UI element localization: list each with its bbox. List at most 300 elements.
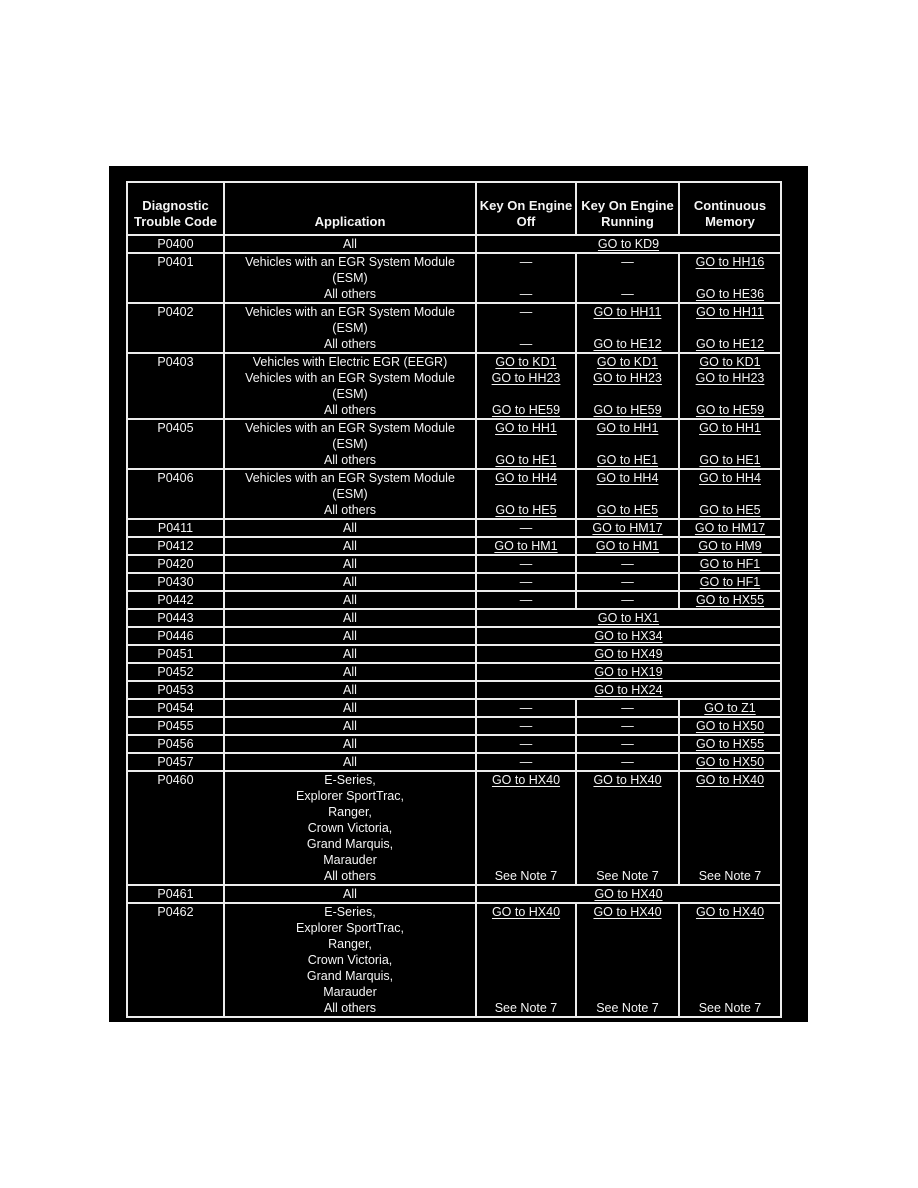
go-to-ref: GO to HX50: [695, 755, 765, 769]
dash: —: [519, 305, 533, 319]
cell-line: [477, 952, 575, 968]
cell-line: [477, 1000, 575, 1016]
cell-line: [477, 574, 575, 590]
cell-line: [225, 904, 475, 920]
cell-line: [477, 470, 575, 486]
go-to-ref: GO to HX40: [593, 905, 662, 919]
dtc-code: P0446: [157, 629, 194, 643]
cell-line: [225, 402, 475, 418]
table-row: [127, 681, 781, 699]
text-line: All: [343, 755, 357, 769]
dtc-code-cell: [127, 353, 224, 419]
cell-line: [577, 952, 678, 968]
application-cell: [224, 353, 476, 419]
cell-line: [477, 592, 575, 608]
text-line: All: [343, 521, 357, 535]
application-cell: [224, 645, 476, 663]
go-to-ref: GO to HM1: [595, 539, 660, 553]
cell-line: [225, 682, 475, 698]
cell-line: [577, 920, 678, 936]
cell-line: [680, 852, 780, 868]
go-to-ref: GO to HF1: [699, 557, 761, 571]
go-to-ref: GO to Z1: [704, 701, 756, 715]
cell-line: [477, 804, 575, 820]
koeo-cell: [476, 753, 576, 771]
go-to-ref: GO to HE5: [596, 503, 659, 517]
go-to-ref: GO to HH1: [699, 421, 761, 435]
go-to-ref: GO to HX40: [593, 773, 662, 787]
dash: —: [621, 755, 634, 769]
text-line: All: [343, 557, 357, 571]
cell-line: [577, 772, 678, 788]
cell-line: [680, 538, 780, 554]
merged-result-cell: [476, 885, 781, 903]
cell-line: [577, 936, 678, 952]
merged-result-cell: [476, 235, 781, 253]
table-header: [127, 182, 781, 235]
koeo-cell: [476, 419, 576, 469]
dtc-code-cell: [127, 663, 224, 681]
koer-cell: [576, 253, 679, 303]
cell-line: [225, 886, 475, 902]
go-to-ref: GO to HH23: [491, 371, 561, 385]
dtc-code: P0452: [157, 665, 194, 679]
dtc-code: P0420: [157, 557, 194, 571]
text-line: E-Series,: [324, 773, 376, 787]
cell-line: [577, 402, 678, 418]
cell-line: [680, 286, 780, 302]
table-row: [127, 753, 781, 771]
go-to-ref: GO to HX50: [695, 719, 765, 733]
koer-cell: [576, 303, 679, 353]
header-continuous-memory: [679, 182, 781, 235]
dash: —: [621, 719, 634, 733]
cell-line: [477, 820, 575, 836]
go-to-ref: GO to HX55: [695, 737, 765, 751]
dash: —: [519, 337, 533, 351]
cell-line: [477, 968, 575, 984]
text-line: All others: [323, 287, 377, 301]
cell-line: [577, 286, 678, 302]
dtc-code: P0405: [157, 421, 194, 435]
text-line: (ESM): [332, 437, 368, 451]
table-row: [127, 609, 781, 627]
dtc-code-cell: [127, 609, 224, 627]
text-line: Grand Marquis,: [306, 969, 394, 983]
cm-cell: [679, 591, 781, 609]
text-line: Explorer SportTrac,: [296, 789, 404, 803]
cell-line: [225, 936, 475, 952]
dtc-code-cell: [127, 573, 224, 591]
cell-line: [477, 520, 575, 536]
cm-cell: [679, 753, 781, 771]
cell-line: [577, 836, 678, 852]
dash: —: [519, 755, 533, 769]
cell-line: [680, 736, 780, 752]
cm-cell: [679, 903, 781, 1017]
koer-cell: [576, 469, 679, 519]
dtc-code: P0453: [157, 683, 194, 697]
cell-line: [680, 436, 780, 452]
cell-line: [477, 700, 575, 716]
cell-line: [225, 270, 475, 286]
koeo-cell: [476, 699, 576, 717]
cell-line: [577, 700, 678, 716]
cell-line: [225, 520, 475, 536]
koeo-cell: [476, 573, 576, 591]
go-to-ref: GO to HM17: [592, 521, 663, 535]
text-line: See Note 7: [494, 1001, 558, 1015]
cell-line: [477, 402, 575, 418]
dtc-table: [126, 181, 782, 1018]
cell-line: [577, 868, 678, 884]
cell-line: [477, 336, 575, 352]
koeo-cell: [476, 771, 576, 885]
koer-cell: [576, 555, 679, 573]
text-line: Vehicles with an EGR System Module: [245, 255, 455, 269]
application-cell: [224, 753, 476, 771]
cell-line: [477, 486, 575, 502]
dtc-code-cell: [127, 903, 224, 1017]
cell-line: [477, 354, 575, 370]
cell-line: [577, 386, 678, 402]
cell-line: [477, 236, 780, 252]
cell-line: [225, 470, 475, 486]
text-line: See Note 7: [596, 1001, 659, 1015]
table-row: [127, 235, 781, 253]
text-line: Vehicles with an EGR System Module: [245, 421, 455, 435]
cell-line: [225, 610, 475, 626]
cell-line: [577, 852, 678, 868]
dtc-code-cell: [127, 735, 224, 753]
application-cell: [224, 735, 476, 753]
go-to-ref: GO to HX40: [695, 773, 765, 787]
koer-cell: [576, 717, 679, 735]
cell-line: [225, 556, 475, 572]
text-line: Vehicles with an EGR System Module: [245, 471, 455, 485]
header-diagnostic-trouble-code: [127, 182, 224, 235]
cell-line: [477, 936, 575, 952]
text-line: Vehicles with Electric EGR (EEGR): [252, 355, 448, 369]
header-line: Off: [516, 214, 536, 229]
text-line: (ESM): [332, 271, 368, 285]
header-line: Continuous: [693, 198, 767, 213]
text-line: All: [343, 887, 357, 901]
cell-line: [225, 502, 475, 518]
scanned-page: [109, 166, 808, 1022]
dash: —: [519, 255, 533, 269]
header-line: Application: [314, 214, 386, 229]
text-line: Ranger,: [328, 805, 372, 819]
go-to-ref: GO to HE1: [495, 453, 557, 467]
cell-line: [577, 574, 678, 590]
dash: —: [519, 521, 533, 535]
cell-line: [577, 804, 678, 820]
application-cell: [224, 609, 476, 627]
cell-line: [577, 420, 678, 436]
koeo-cell: [476, 537, 576, 555]
koer-cell: [576, 537, 679, 555]
cell-line: [477, 984, 575, 1000]
dtc-code: P0412: [157, 539, 194, 553]
application-cell: [224, 235, 476, 253]
go-to-ref: GO to HF1: [699, 575, 761, 589]
dash: —: [621, 575, 634, 589]
cm-cell: [679, 253, 781, 303]
table-row: [127, 253, 781, 303]
text-line: All others: [323, 503, 377, 517]
header-application: [224, 182, 476, 235]
cell-line: [477, 682, 780, 698]
text-line: All others: [323, 337, 377, 351]
merged-result-cell: [476, 627, 781, 645]
text-line: Marauder: [323, 985, 377, 999]
go-to-ref: GO to HM17: [694, 521, 766, 535]
cm-cell: [679, 735, 781, 753]
cell-line: [577, 470, 678, 486]
cell-line: [225, 952, 475, 968]
cell-line: [225, 968, 475, 984]
cell-line: [577, 304, 678, 320]
dtc-code-cell: [127, 753, 224, 771]
cm-cell: [679, 699, 781, 717]
cell-line: [225, 386, 475, 402]
go-to-ref: GO to HX24: [594, 683, 663, 697]
cell-line: [477, 538, 575, 554]
text-line: Ranger,: [328, 937, 372, 951]
cell-line: [477, 868, 575, 884]
go-to-ref: GO to HH11: [696, 305, 764, 319]
koeo-cell: [476, 303, 576, 353]
dash: —: [519, 593, 533, 607]
text-line: See Note 7: [698, 869, 762, 883]
dtc-code-cell: [127, 591, 224, 609]
header-row: [127, 182, 781, 235]
header-key-on-engine-running: [576, 182, 679, 235]
cell-line: [680, 556, 780, 572]
cell-line: [225, 920, 475, 936]
dash: —: [519, 575, 533, 589]
go-to-ref: GO to HE59: [593, 403, 662, 417]
dtc-code: P0454: [157, 701, 194, 715]
cell-line: [225, 370, 475, 386]
cell-line: [680, 592, 780, 608]
cm-cell: [679, 537, 781, 555]
merged-result-cell: [476, 609, 781, 627]
cell-line: [477, 904, 575, 920]
cell-line: [477, 270, 575, 286]
dtc-code-cell: [127, 555, 224, 573]
cell-line: [680, 1000, 780, 1016]
go-to-ref: GO to KD1: [495, 355, 557, 369]
cell-line: [577, 538, 678, 554]
dtc-code: P0443: [157, 611, 194, 625]
table-row: [127, 519, 781, 537]
cell-line: [225, 452, 475, 468]
cell-line: [225, 236, 475, 252]
go-to-ref: GO to HX40: [491, 905, 561, 919]
cell-line: [477, 370, 575, 386]
cell-line: [577, 270, 678, 286]
text-line: All: [343, 629, 357, 643]
go-to-ref: GO to HH11: [593, 305, 662, 319]
header-line: Memory: [705, 214, 755, 229]
text-line: (ESM): [332, 387, 368, 401]
header-line: Key On Engine: [479, 198, 573, 213]
cell-line: [477, 556, 575, 572]
go-to-ref: GO to HH23: [695, 371, 765, 385]
cell-line: [225, 700, 475, 716]
cm-cell: [679, 419, 781, 469]
text-line: All: [343, 737, 357, 751]
dtc-code-cell: [127, 699, 224, 717]
cell-line: [577, 354, 678, 370]
table-row: [127, 573, 781, 591]
koeo-cell: [476, 253, 576, 303]
cell-line: [225, 1000, 475, 1016]
text-line: Crown Victoria,: [307, 953, 393, 967]
cell-line: [680, 336, 780, 352]
cell-line: [477, 736, 575, 752]
dash: —: [519, 287, 533, 301]
koer-cell: [576, 353, 679, 419]
koeo-cell: [476, 353, 576, 419]
go-to-ref: GO to HX19: [594, 665, 663, 679]
cell-line: [225, 820, 475, 836]
cell-line: [577, 336, 678, 352]
text-line: Marauder: [323, 853, 377, 867]
dtc-code: P0451: [157, 647, 194, 661]
cell-line: [225, 718, 475, 734]
go-to-ref: GO to HX40: [695, 905, 765, 919]
table-row: [127, 353, 781, 419]
cell-line: [577, 556, 678, 572]
cm-cell: [679, 771, 781, 885]
cell-line: [225, 354, 475, 370]
cell-line: [477, 502, 575, 518]
cell-line: [477, 718, 575, 734]
cell-line: [577, 486, 678, 502]
cell-line: [477, 788, 575, 804]
dash: —: [519, 719, 533, 733]
dtc-code: P0402: [157, 305, 194, 319]
cell-line: [225, 836, 475, 852]
dtc-code: P0411: [157, 521, 194, 535]
cell-line: [225, 254, 475, 270]
application-cell: [224, 885, 476, 903]
cell-line: [225, 320, 475, 336]
go-to-ref: GO to HX40: [491, 773, 561, 787]
cell-line: [577, 754, 678, 770]
dtc-code-cell: [127, 519, 224, 537]
dash: —: [519, 737, 533, 751]
text-line: (ESM): [332, 321, 368, 335]
cell-line: [225, 852, 475, 868]
table-row: [127, 735, 781, 753]
application-cell: [224, 771, 476, 885]
cell-line: [577, 1000, 678, 1016]
application-cell: [224, 537, 476, 555]
application-cell: [224, 717, 476, 735]
cell-line: [477, 386, 575, 402]
application-cell: [224, 903, 476, 1017]
koeo-cell: [476, 717, 576, 735]
cell-line: [680, 320, 780, 336]
cell-line: [225, 628, 475, 644]
cell-line: [225, 436, 475, 452]
go-to-ref: GO to HX40: [594, 887, 663, 901]
text-line: All: [343, 719, 357, 733]
cell-line: [477, 886, 780, 902]
go-to-ref: GO to HX55: [695, 593, 765, 607]
cm-cell: [679, 303, 781, 353]
cell-line: [477, 610, 780, 626]
dtc-code: P0430: [157, 575, 194, 589]
table-row: [127, 717, 781, 735]
text-line: Vehicles with an EGR System Module: [245, 371, 455, 385]
cell-line: [477, 286, 575, 302]
dtc-code-cell: [127, 771, 224, 885]
go-to-ref: GO to HM9: [698, 539, 762, 553]
header-key-on-engine-off: [476, 182, 576, 235]
go-to-ref: GO to HH1: [495, 421, 557, 435]
cell-line: [577, 788, 678, 804]
cell-line: [577, 592, 678, 608]
dash: —: [621, 701, 634, 715]
cell-line: [225, 984, 475, 1000]
go-to-ref: GO to KD1: [596, 355, 659, 369]
cell-line: [680, 420, 780, 436]
dtc-code-cell: [127, 303, 224, 353]
application-cell: [224, 519, 476, 537]
cell-line: [477, 420, 575, 436]
table-body: [127, 235, 781, 1017]
cell-line: [680, 402, 780, 418]
application-cell: [224, 573, 476, 591]
text-line: (ESM): [332, 487, 368, 501]
dtc-code: P0455: [157, 719, 194, 733]
go-to-ref: GO to HE12: [593, 337, 662, 351]
text-line: Crown Victoria,: [307, 821, 393, 835]
cell-line: [680, 304, 780, 320]
application-cell: [224, 681, 476, 699]
cell-line: [225, 336, 475, 352]
cell-line: [477, 664, 780, 680]
dtc-code-cell: [127, 235, 224, 253]
cell-line: [680, 754, 780, 770]
go-to-ref: GO to HH4: [596, 471, 659, 485]
go-to-ref: GO to HE12: [695, 337, 765, 351]
merged-result-cell: [476, 663, 781, 681]
dash: —: [621, 255, 634, 269]
text-line: All: [343, 593, 357, 607]
cell-line: [225, 538, 475, 554]
go-to-ref: GO to HM1: [494, 539, 558, 553]
cell-line: [225, 736, 475, 752]
dash: —: [621, 737, 634, 751]
go-to-ref: GO to HH4: [495, 471, 557, 485]
cell-line: [225, 788, 475, 804]
cell-line: [680, 772, 780, 788]
go-to-ref: GO to HE5: [495, 503, 557, 517]
table-row: [127, 885, 781, 903]
application-cell: [224, 555, 476, 573]
cell-line: [680, 968, 780, 984]
dash: —: [621, 287, 634, 301]
cell-line: [225, 592, 475, 608]
cell-line: [477, 772, 575, 788]
dtc-code-cell: [127, 419, 224, 469]
